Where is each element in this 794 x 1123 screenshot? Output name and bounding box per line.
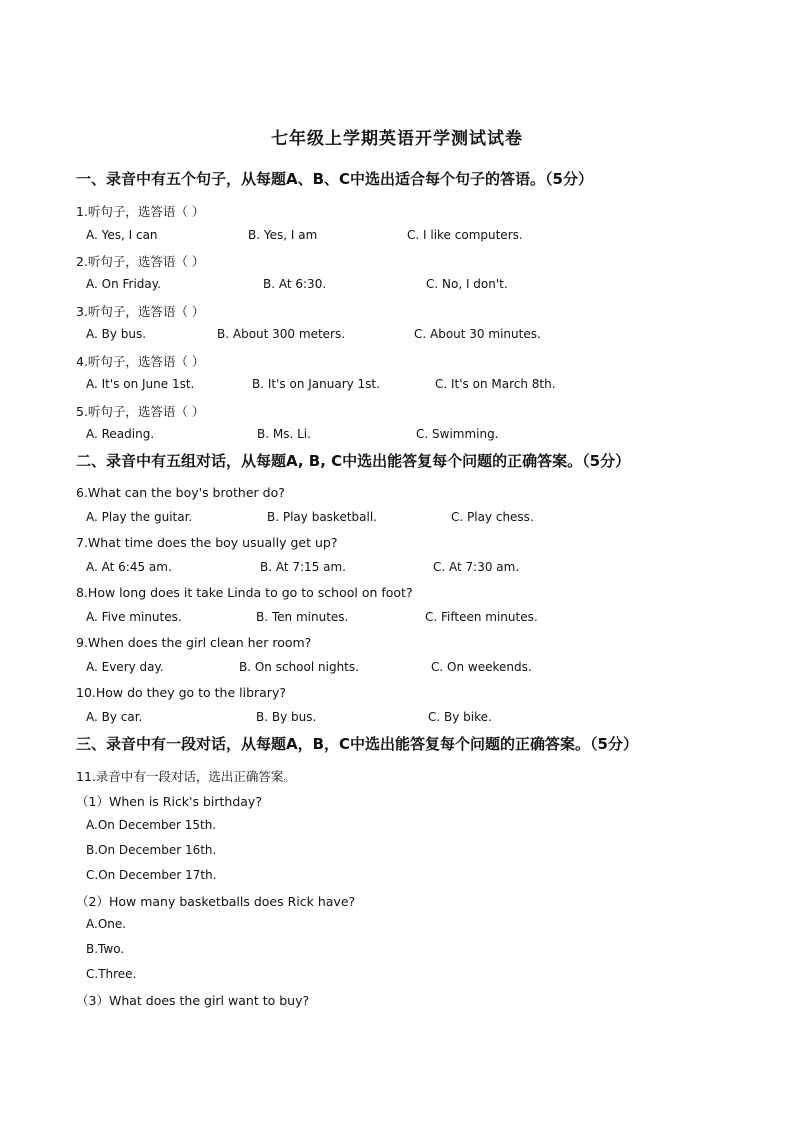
option-c: C. I like computers.: [407, 228, 523, 242]
option-a: A. Reading.: [86, 427, 155, 441]
option-a: A. By car.: [86, 710, 143, 724]
option-a: A. Every day.: [86, 660, 164, 674]
question-2-stem: 2.听句子，选答语（ ）: [76, 254, 205, 269]
page-title: 七年级上学期英语开学测试试卷: [271, 129, 523, 149]
question-6-stem: 6.What can the boy's brother do?: [76, 485, 285, 500]
option-a: A. By bus.: [86, 327, 147, 341]
question-10-stem: 10.How do they go to the library?: [76, 685, 286, 700]
option-b: B. About 300 meters.: [217, 327, 346, 341]
option-c: C. By bike.: [428, 710, 492, 724]
section-1-heading: 一、录音中有五个句子，从每题A、B、C中选出适合每个句子的答语。（5分）: [76, 170, 593, 188]
section-3-heading: 三、录音中有一段对话，从每题A，B，C中选出能答复每个问题的正确答案。（5分）: [76, 735, 638, 753]
option-c: C. About 30 minutes.: [414, 327, 541, 341]
subquestion-1-stem: （1）When is Rick's birthday?: [76, 794, 262, 809]
question-4-stem: 4.听句子，选答语（ ）: [76, 354, 205, 369]
subquestion-2-option-a: A.One.: [86, 917, 127, 931]
option-b: B. Ms. Li.: [257, 427, 311, 441]
subquestion-2-stem: （2）How many basketballs does Rick have?: [76, 894, 356, 909]
option-c: C. At 7:30 am.: [433, 560, 520, 574]
subquestion-1-option-b: B.On December 16th.: [86, 843, 217, 857]
option-b: B. On school nights.: [239, 660, 359, 674]
question-9-options: [0, 660, 794, 678]
option-c: C. On weekends.: [431, 660, 532, 674]
subquestion-2-option-b: B.Two.: [86, 942, 125, 956]
question-11-intro: 11.录音中有一段对话，选出正确答案。: [76, 769, 296, 784]
question-7-options: [0, 560, 794, 578]
question-2-options: [0, 277, 794, 295]
question-1-stem: 1.听句子，选答语（ ）: [76, 204, 205, 219]
question-7-stem: 7.What time does the boy usually get up?: [76, 535, 338, 550]
question-8-stem: 8.How long does it take Linda to go to school on foot?: [76, 585, 413, 600]
option-c: C. Fifteen minutes.: [425, 610, 538, 624]
option-a: A. Five minutes.: [86, 610, 182, 624]
question-4-options: [0, 377, 794, 395]
option-b: B. At 6:30.: [263, 277, 327, 291]
question-3-stem: 3.听句子，选答语（ ）: [76, 304, 205, 319]
option-a: A. At 6:45 am.: [86, 560, 172, 574]
option-a: A. Play the guitar.: [86, 510, 193, 524]
option-b: B. By bus.: [256, 710, 317, 724]
subquestion-2-option-c: C.Three.: [86, 967, 137, 981]
section-2-heading: 二、录音中有五组对话，从每题A, B, C中选出能答复每个问题的正确答案。（5分）: [76, 452, 631, 470]
question-10-options: [0, 710, 794, 728]
option-a: A. It's on June 1st.: [86, 377, 195, 391]
option-b: B. Play basketball.: [267, 510, 377, 524]
question-9-stem: 9.When does the girl clean her room?: [76, 635, 312, 650]
subquestion-1-option-c: C.On December 17th.: [86, 868, 217, 882]
option-a: A. On Friday.: [86, 277, 161, 291]
subquestion-3-stem: （3）What does the girl want to buy?: [76, 993, 310, 1008]
question-5-options: [0, 427, 794, 445]
option-c: C. It's on March 8th.: [435, 377, 556, 391]
question-3-options: [0, 327, 794, 345]
question-1-options: [0, 228, 794, 246]
question-8-options: [0, 610, 794, 628]
question-6-options: [0, 510, 794, 528]
option-b: B. Yes, I am: [248, 228, 318, 242]
option-b: B. It's on January 1st.: [252, 377, 380, 391]
option-c: C. Play chess.: [451, 510, 534, 524]
option-c: C. No, I don't.: [426, 277, 508, 291]
option-b: B. At 7:15 am.: [260, 560, 346, 574]
subquestion-1-option-a: A.On December 15th.: [86, 818, 217, 832]
option-c: C. Swimming.: [416, 427, 499, 441]
option-b: B. Ten minutes.: [256, 610, 349, 624]
option-a: A. Yes, I can: [86, 228, 158, 242]
question-5-stem: 5.听句子，选答语（ ）: [76, 404, 205, 419]
